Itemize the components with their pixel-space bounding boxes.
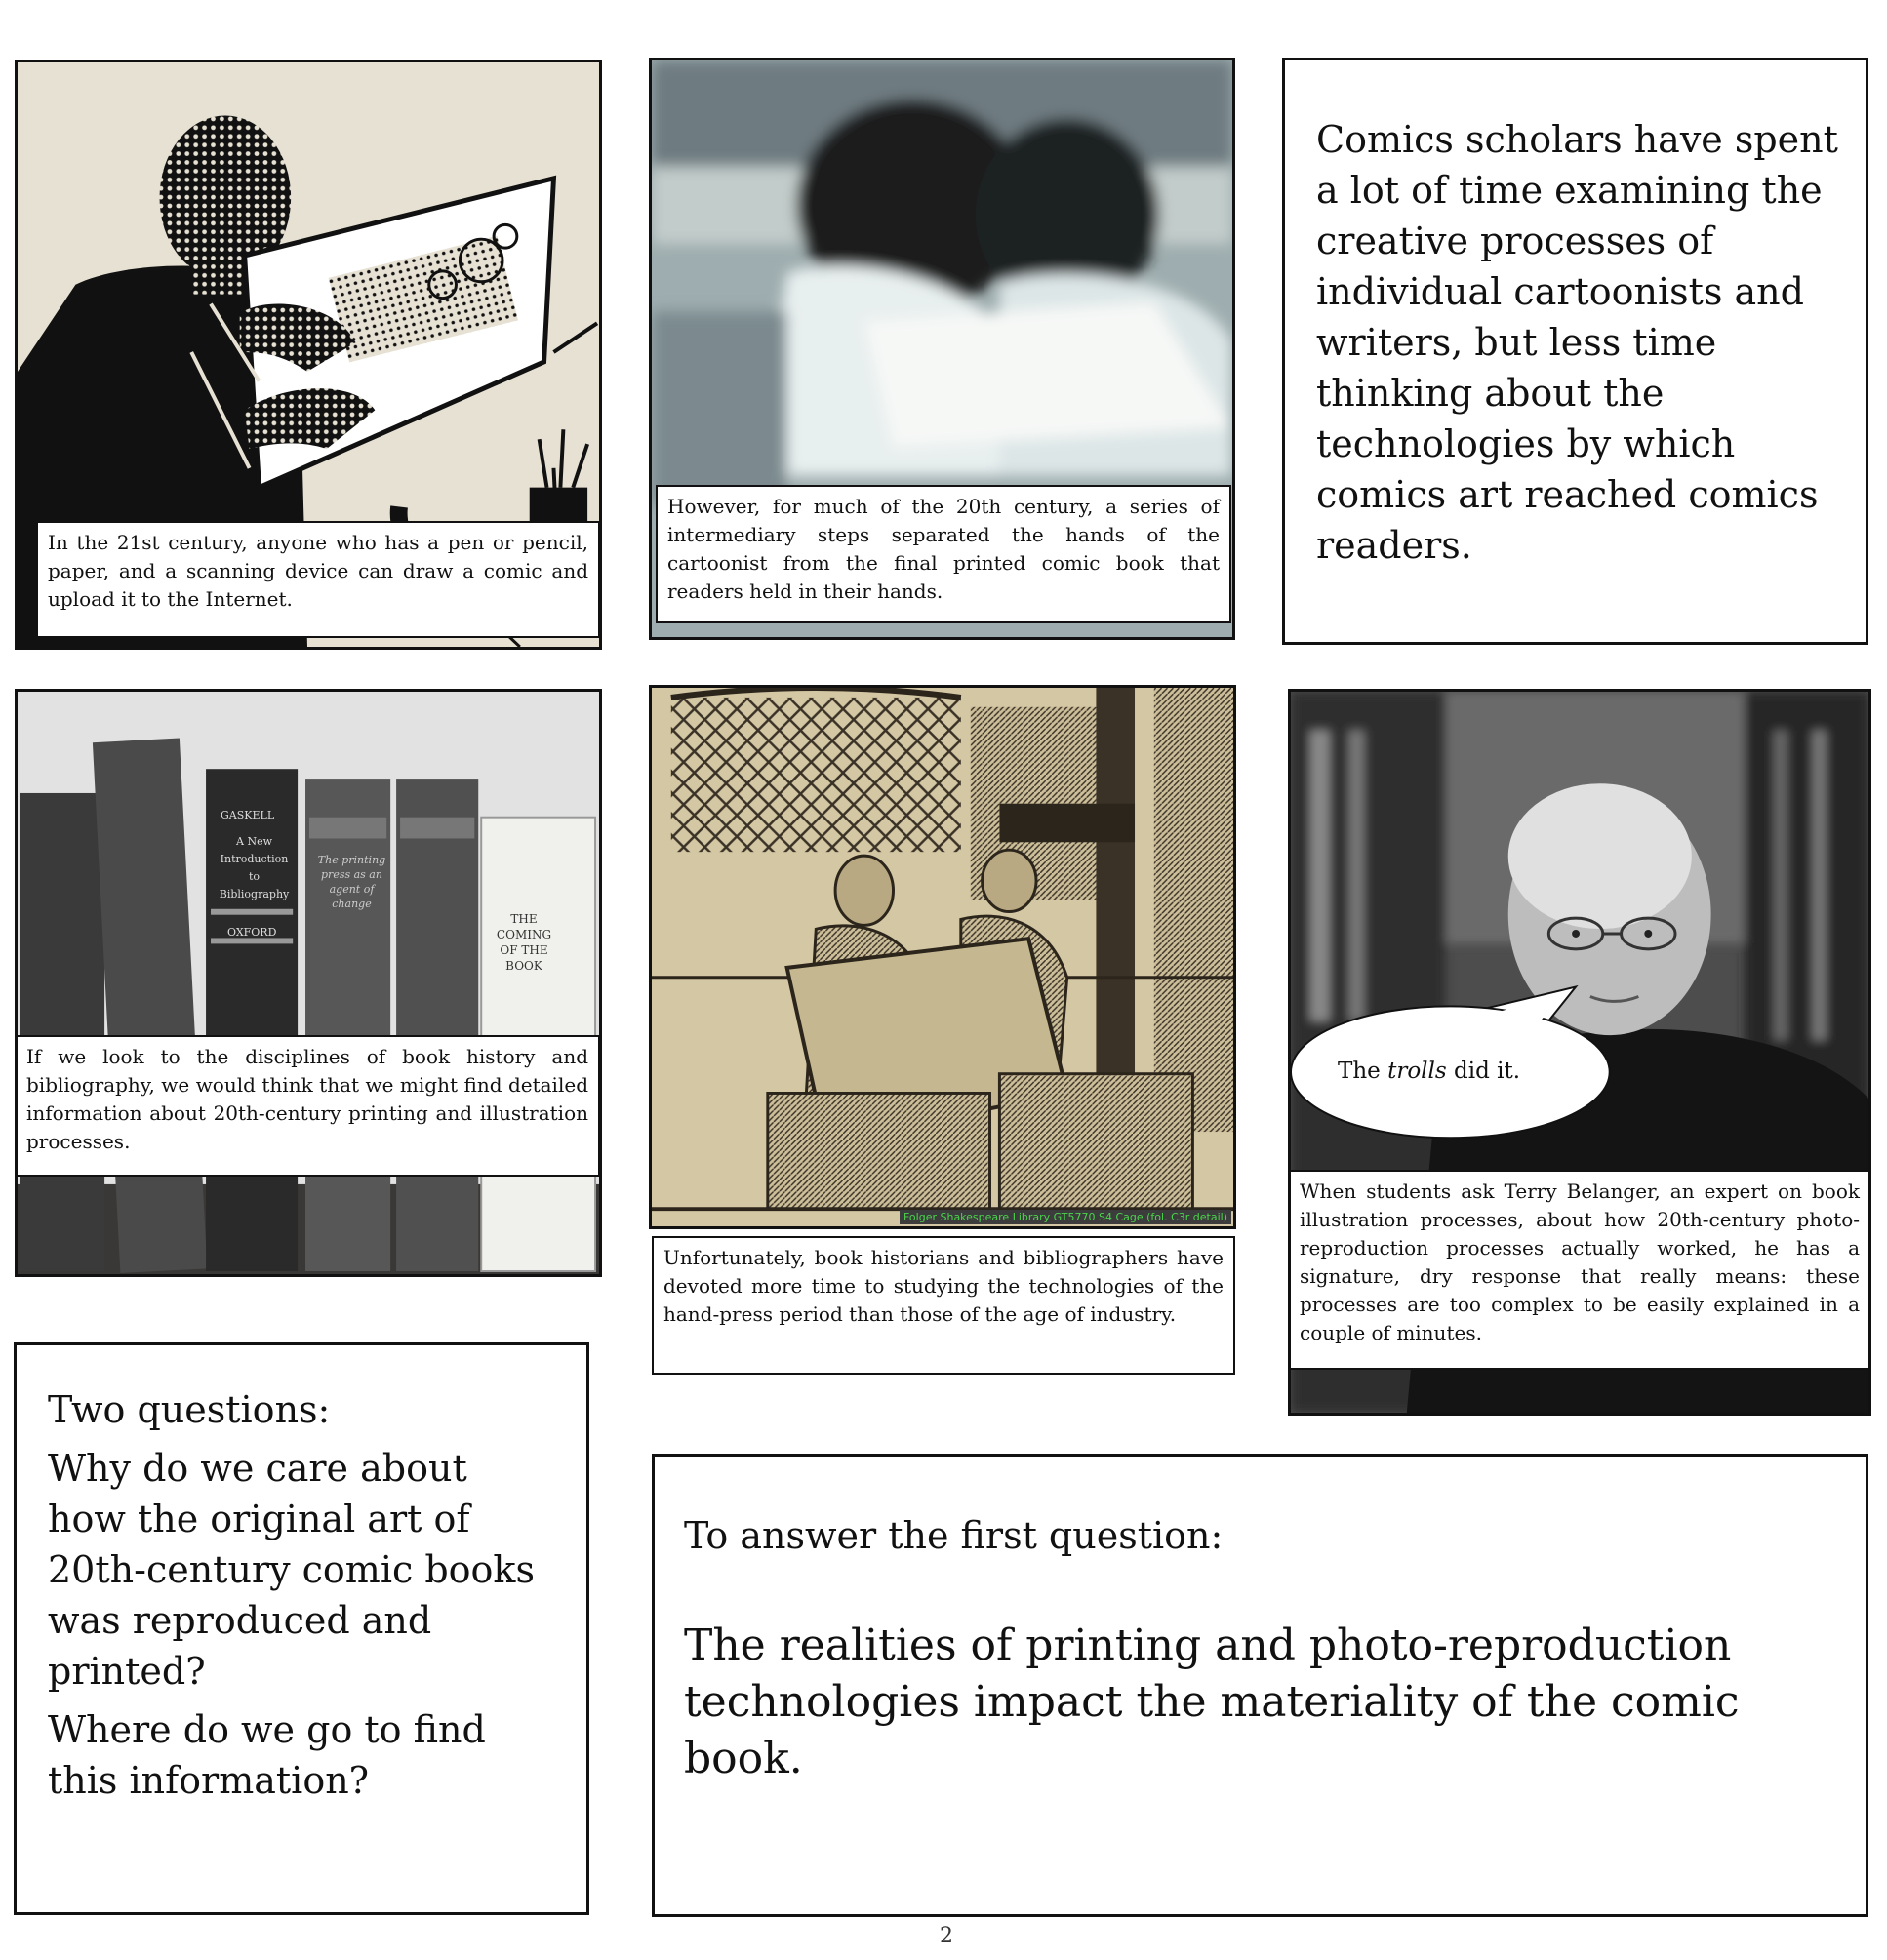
book-spine-gaskell: GASKELL xyxy=(221,809,275,821)
book-spine-coming-of-the-book: THE COMING OF THE BOOK xyxy=(496,912,552,973)
book-spine-printing-press: The printing press as an agent of change xyxy=(317,854,386,910)
panel-2-caption: However, for much of the 20th century, a series of intermediary steps separated the hands of the cartoonist from the final printed comic book that readers held in their hands. xyxy=(656,485,1231,623)
panel-cartoonist-silhouette xyxy=(15,60,602,650)
speech-bubble-text-post: did it. xyxy=(1446,1059,1521,1084)
panel-terry-belanger-portrait xyxy=(1288,689,1871,1416)
book-spine-oxford: OXFORD xyxy=(227,926,277,939)
panel-two-questions xyxy=(14,1342,589,1915)
panel-children-reading-photo xyxy=(649,58,1235,640)
panel-answer-first-question xyxy=(652,1454,1868,1917)
panel-6-caption: When students ask Terry Belanger, an expert on book illustration processes, about how 20th-century photo-reproduction processes actually worked, he has a signature, dry response that really means: these processes are too complex to be easily explained in a couple of minutes. xyxy=(1288,1170,1871,1370)
question-where-find: Where do we go to find this information? xyxy=(48,1708,486,1802)
panel-comics-scholars-text xyxy=(1282,58,1868,645)
panel-5-caption: Unfortunately, book historians and bibliographers have devoted more time to studying the technologies of the hand-press period than those of the age of industry. xyxy=(652,1236,1235,1375)
answer-statement: The realities of printing and photo-reproduction technologies impact the materiality of the comic book. xyxy=(684,1620,1740,1783)
speech-bubble-emphasis: trolls xyxy=(1387,1059,1447,1084)
page-number: 2 xyxy=(940,1924,953,1948)
panel-1-caption: In the 21st century, anyone who has a pen or pencil, paper, and a scanning device can draw a comic and upload it to the Internet. xyxy=(36,521,600,638)
panel-4-caption: If we look to the disciplines of book history and bibliography, we would think that we might find detailed information about 20th-century printing and illustration processes. xyxy=(15,1035,600,1177)
speech-bubble-text-pre: The xyxy=(1338,1059,1388,1084)
bibliography-books-photo xyxy=(18,692,599,1274)
panel-bibliography-books-photo xyxy=(15,689,602,1277)
book-spine-new-introduction: A New Introduction to Bibliography xyxy=(219,835,290,900)
panel-printing-press-woodcut xyxy=(649,685,1236,1229)
question-why-care: Why do we care about how the original art of 20th-century comic books was reproduced and printed? xyxy=(48,1447,535,1693)
folger-library-credit: Folger Shakespeare Library GT5770 S4 Cage (fol. C3r detail) xyxy=(900,1210,1231,1224)
answer-intro: To answer the first question: xyxy=(684,1514,1224,1557)
printing-press-woodcut xyxy=(652,688,1233,1226)
speech-bubble-text xyxy=(1338,1059,1552,1084)
two-questions-heading: Two questions: xyxy=(48,1388,331,1431)
comics-scholars-paragraph: Comics scholars have spent a lot of time examining the creative processes of individual cartoonists and writers, but less time thinking about the technologies by which comics art reached comics readers. xyxy=(1316,118,1838,567)
